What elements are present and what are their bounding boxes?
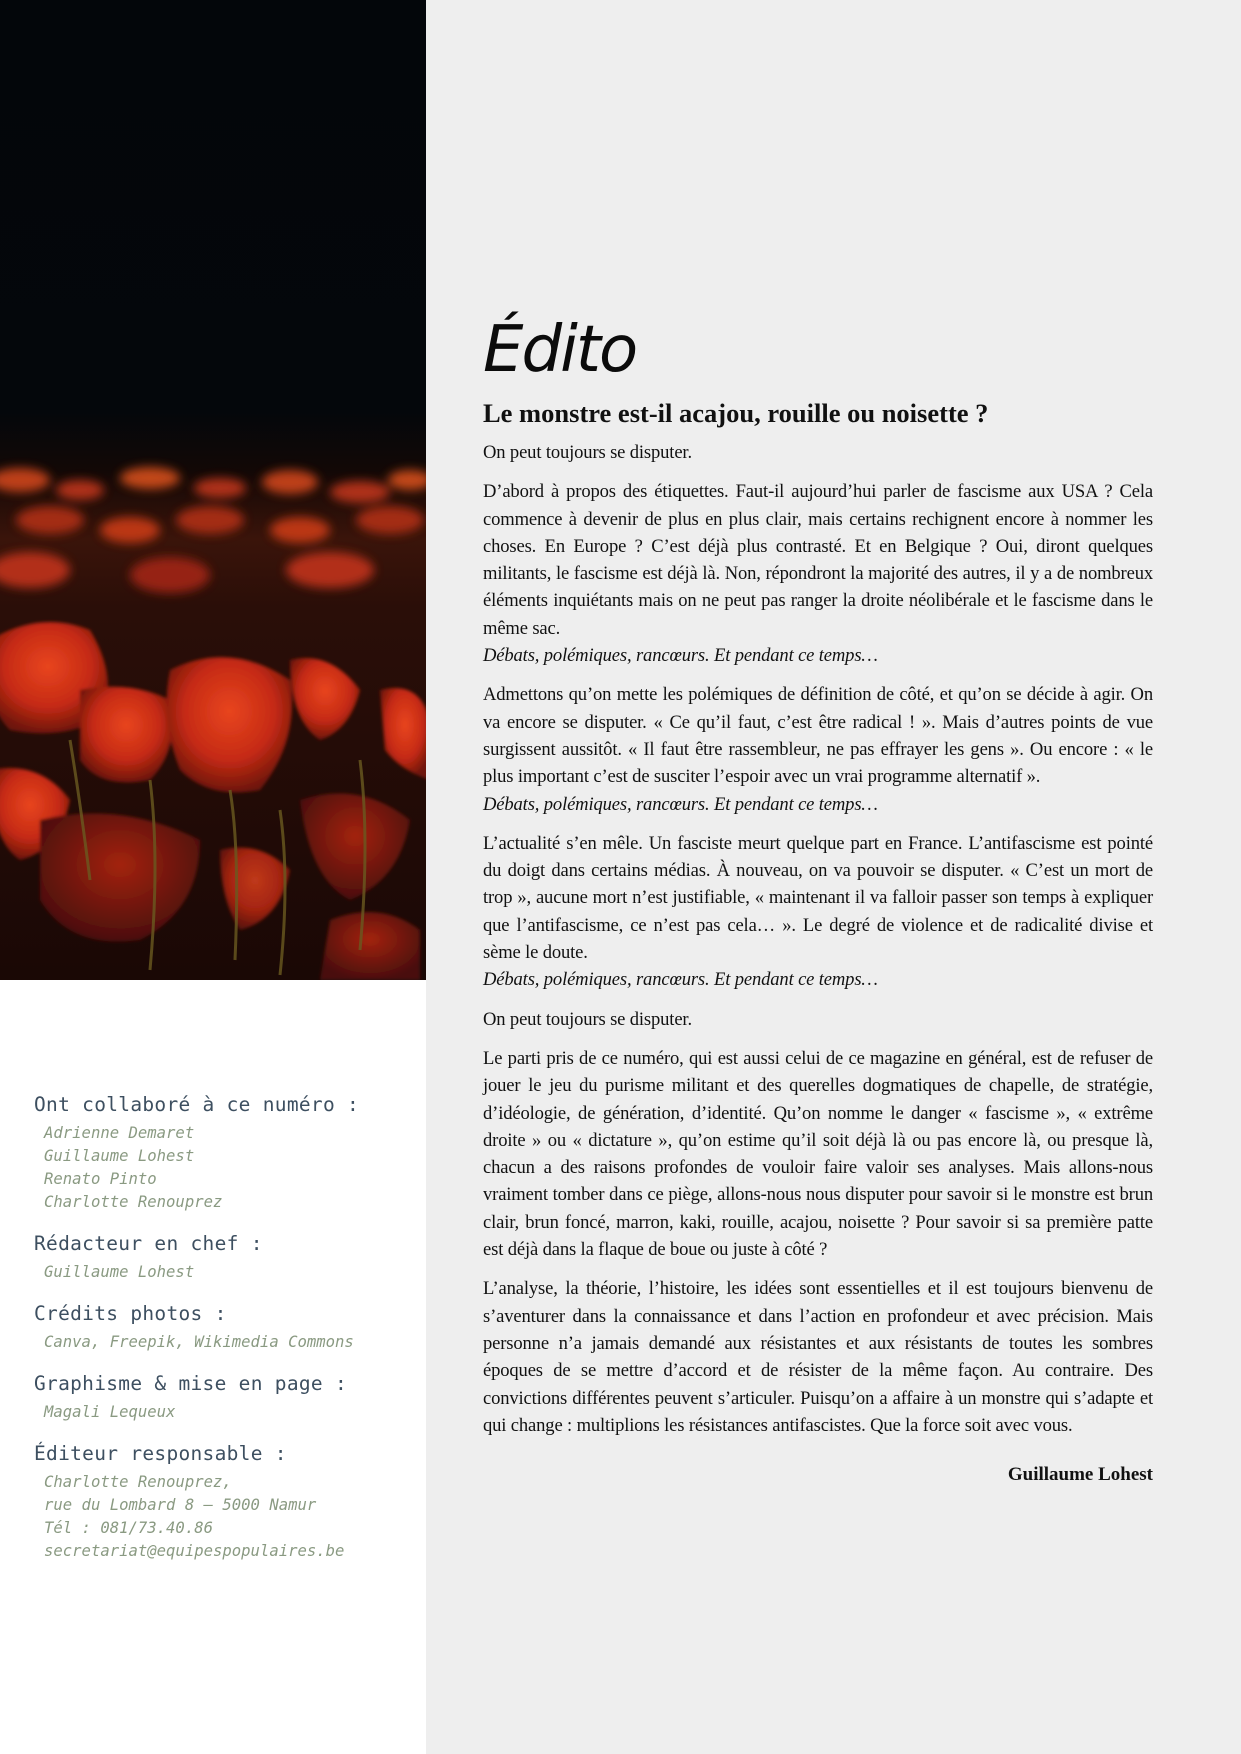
credits-heading: Ont collaboré à ce numéro : bbox=[34, 1093, 360, 1116]
credits-value: Adrienne Demaret bbox=[44, 1124, 195, 1142]
paragraph bbox=[483, 1045, 1153, 1263]
credits-value: Magali Lequeux bbox=[44, 1403, 176, 1421]
credits-collaborators bbox=[34, 1092, 414, 1214]
article-panel bbox=[426, 0, 1241, 1754]
credits-publisher bbox=[34, 1441, 414, 1563]
credits-value: Charlotte Renouprez bbox=[44, 1193, 223, 1211]
refrain: Débats, polémiques, rancœurs. Et pendant ce temps… bbox=[483, 645, 878, 667]
paragraph bbox=[483, 681, 1153, 817]
credits-editor-in-chief bbox=[34, 1231, 414, 1284]
paragraph bbox=[483, 478, 1153, 669]
author-signature: Guillaume Lohest bbox=[1007, 1464, 1153, 1486]
publisher-email[interactable]: secretariat@equipespopulaires.be bbox=[44, 1542, 345, 1560]
poppies-photo bbox=[0, 0, 426, 980]
credits-heading: Graphisme & mise en page : bbox=[34, 1372, 348, 1395]
credits-value: Guillaume Lohest bbox=[44, 1147, 195, 1165]
paragraph-text: Admettons qu’on mette les polémiques de définition de côté, et qu’on se décide à agir. On va encore se disputer. « Ce qu’il faut, c’est être radical ! ». Mais d’autres points de vue surgissent aussitôt. « Il faut être rassembleur, ne pas effrayer les gens ». Ou encore : « le plus important c’est de susciter l’espoir avec un vrai programme alternatif ». bbox=[483, 684, 1153, 788]
credits-heading: Éditeur responsable : bbox=[34, 1442, 287, 1465]
publisher-phone: Tél : 081/73.40.86 bbox=[44, 1519, 213, 1537]
credits-photos bbox=[34, 1301, 414, 1354]
publisher-address: rue du Lombard 8 – 5000 Namur bbox=[44, 1496, 317, 1514]
paragraph-text: L’analyse, la théorie, l’histoire, les idées sont essentielles et il est toujours bienvenu de s’aventurer dans la connaissance et dans l’action en profondeur et avec précision. Mais personne n’a jamais demandé aux résistantes et aux résistants de toutes les sombres époques de se mettre d’accord et de résister de la même façon. Au contraire. Des convictions différentes peuvent s’articuler. Puisqu’on a affaire à un monstre qui s’adapte et qui change : multiplions les résistances antifascistes. Que la force soit avec vous. bbox=[483, 1278, 1153, 1436]
credits-value: Guillaume Lohest bbox=[44, 1263, 195, 1281]
paragraph-text: Le parti pris de ce numéro, qui est aussi celui de ce magazine en général, est de refuser de jouer le jeu du purisme militant et des querelles dogmatiques de chapelle, de stratégie, d’idéologie, de génération, d’identité. Qu’on nomme le danger « fascisme », « extrême droite » ou « dictature », qu’on estime qu’il soit déjà là ou pas encore là, ou presque là, chacun a des raisons profondes de vouloir faire valoir ses analyses. Mais allons-nous vraiment tomber dans ce piège, allons-nous nous disputer pour savoir si le monstre est brun clair, brun foncé, marron, kaki, rouille, acajou, noisette ? Pour savoir si sa première patte est déjà dans la flaque de boue ou juste à côté ? bbox=[483, 1047, 1153, 1261]
left-panel bbox=[0, 0, 426, 1754]
paragraph bbox=[483, 1006, 1153, 1033]
poppies-image bbox=[0, 0, 426, 980]
credits-heading: Rédacteur en chef : bbox=[34, 1232, 263, 1255]
article bbox=[483, 305, 1153, 1486]
credits-panel bbox=[34, 1092, 414, 1580]
paragraph bbox=[483, 439, 1153, 466]
refrain: Débats, polémiques, rancœurs. Et pendant ce temps… bbox=[483, 969, 878, 991]
paragraph bbox=[483, 1275, 1153, 1439]
credits-value: Renato Pinto bbox=[44, 1170, 157, 1188]
paragraph-text: On peut toujours se disputer. bbox=[483, 1008, 692, 1030]
paragraph bbox=[483, 830, 1153, 994]
credits-heading: Crédits photos : bbox=[34, 1302, 227, 1325]
credits-graphics bbox=[34, 1371, 414, 1424]
article-headline: Le monstre est-il acajou, rouille ou noisette ? bbox=[483, 398, 989, 428]
refrain: Débats, polémiques, rancœurs. Et pendant ce temps… bbox=[483, 793, 878, 815]
credits-value: Canva, Freepik, Wikimedia Commons bbox=[44, 1333, 354, 1351]
paragraph-text: On peut toujours se disputer. bbox=[483, 442, 692, 463]
paragraph-text: D’abord à propos des étiquettes. Faut-il aujourd’hui parler de fascisme aux USA ? Cela commence à devenir de plus en plus clair, mais certains rechignent encore à nommer les choses. En Europe ? C’est déjà plus contrasté. Et en Belgique ? Oui, diront quelques militants, le fascisme est déjà là. Non, répondront la majorité des autres, il y a de nombreux éléments inquiétants mais on ne peut pas ranger la droite néolibérale et le fascisme dans le même sac. bbox=[483, 481, 1153, 639]
section-title: Édito bbox=[483, 313, 637, 387]
credits-value: Charlotte Renouprez, bbox=[44, 1473, 232, 1491]
paragraph-text: L’actualité s’en mêle. Un fasciste meurt quelque part en France. L’antifascisme est pointé du doigt dans certains médias. À nouveau, on va pouvoir se disputer. « C’est un mort de trop », aucune mort n’est justifiable, « maintenant il va falloir passer son temps à expliquer que l’antifascisme, ce n’est pas cela… ». Le degré de violence et de radicalité divise et sème le doute. bbox=[483, 832, 1153, 964]
